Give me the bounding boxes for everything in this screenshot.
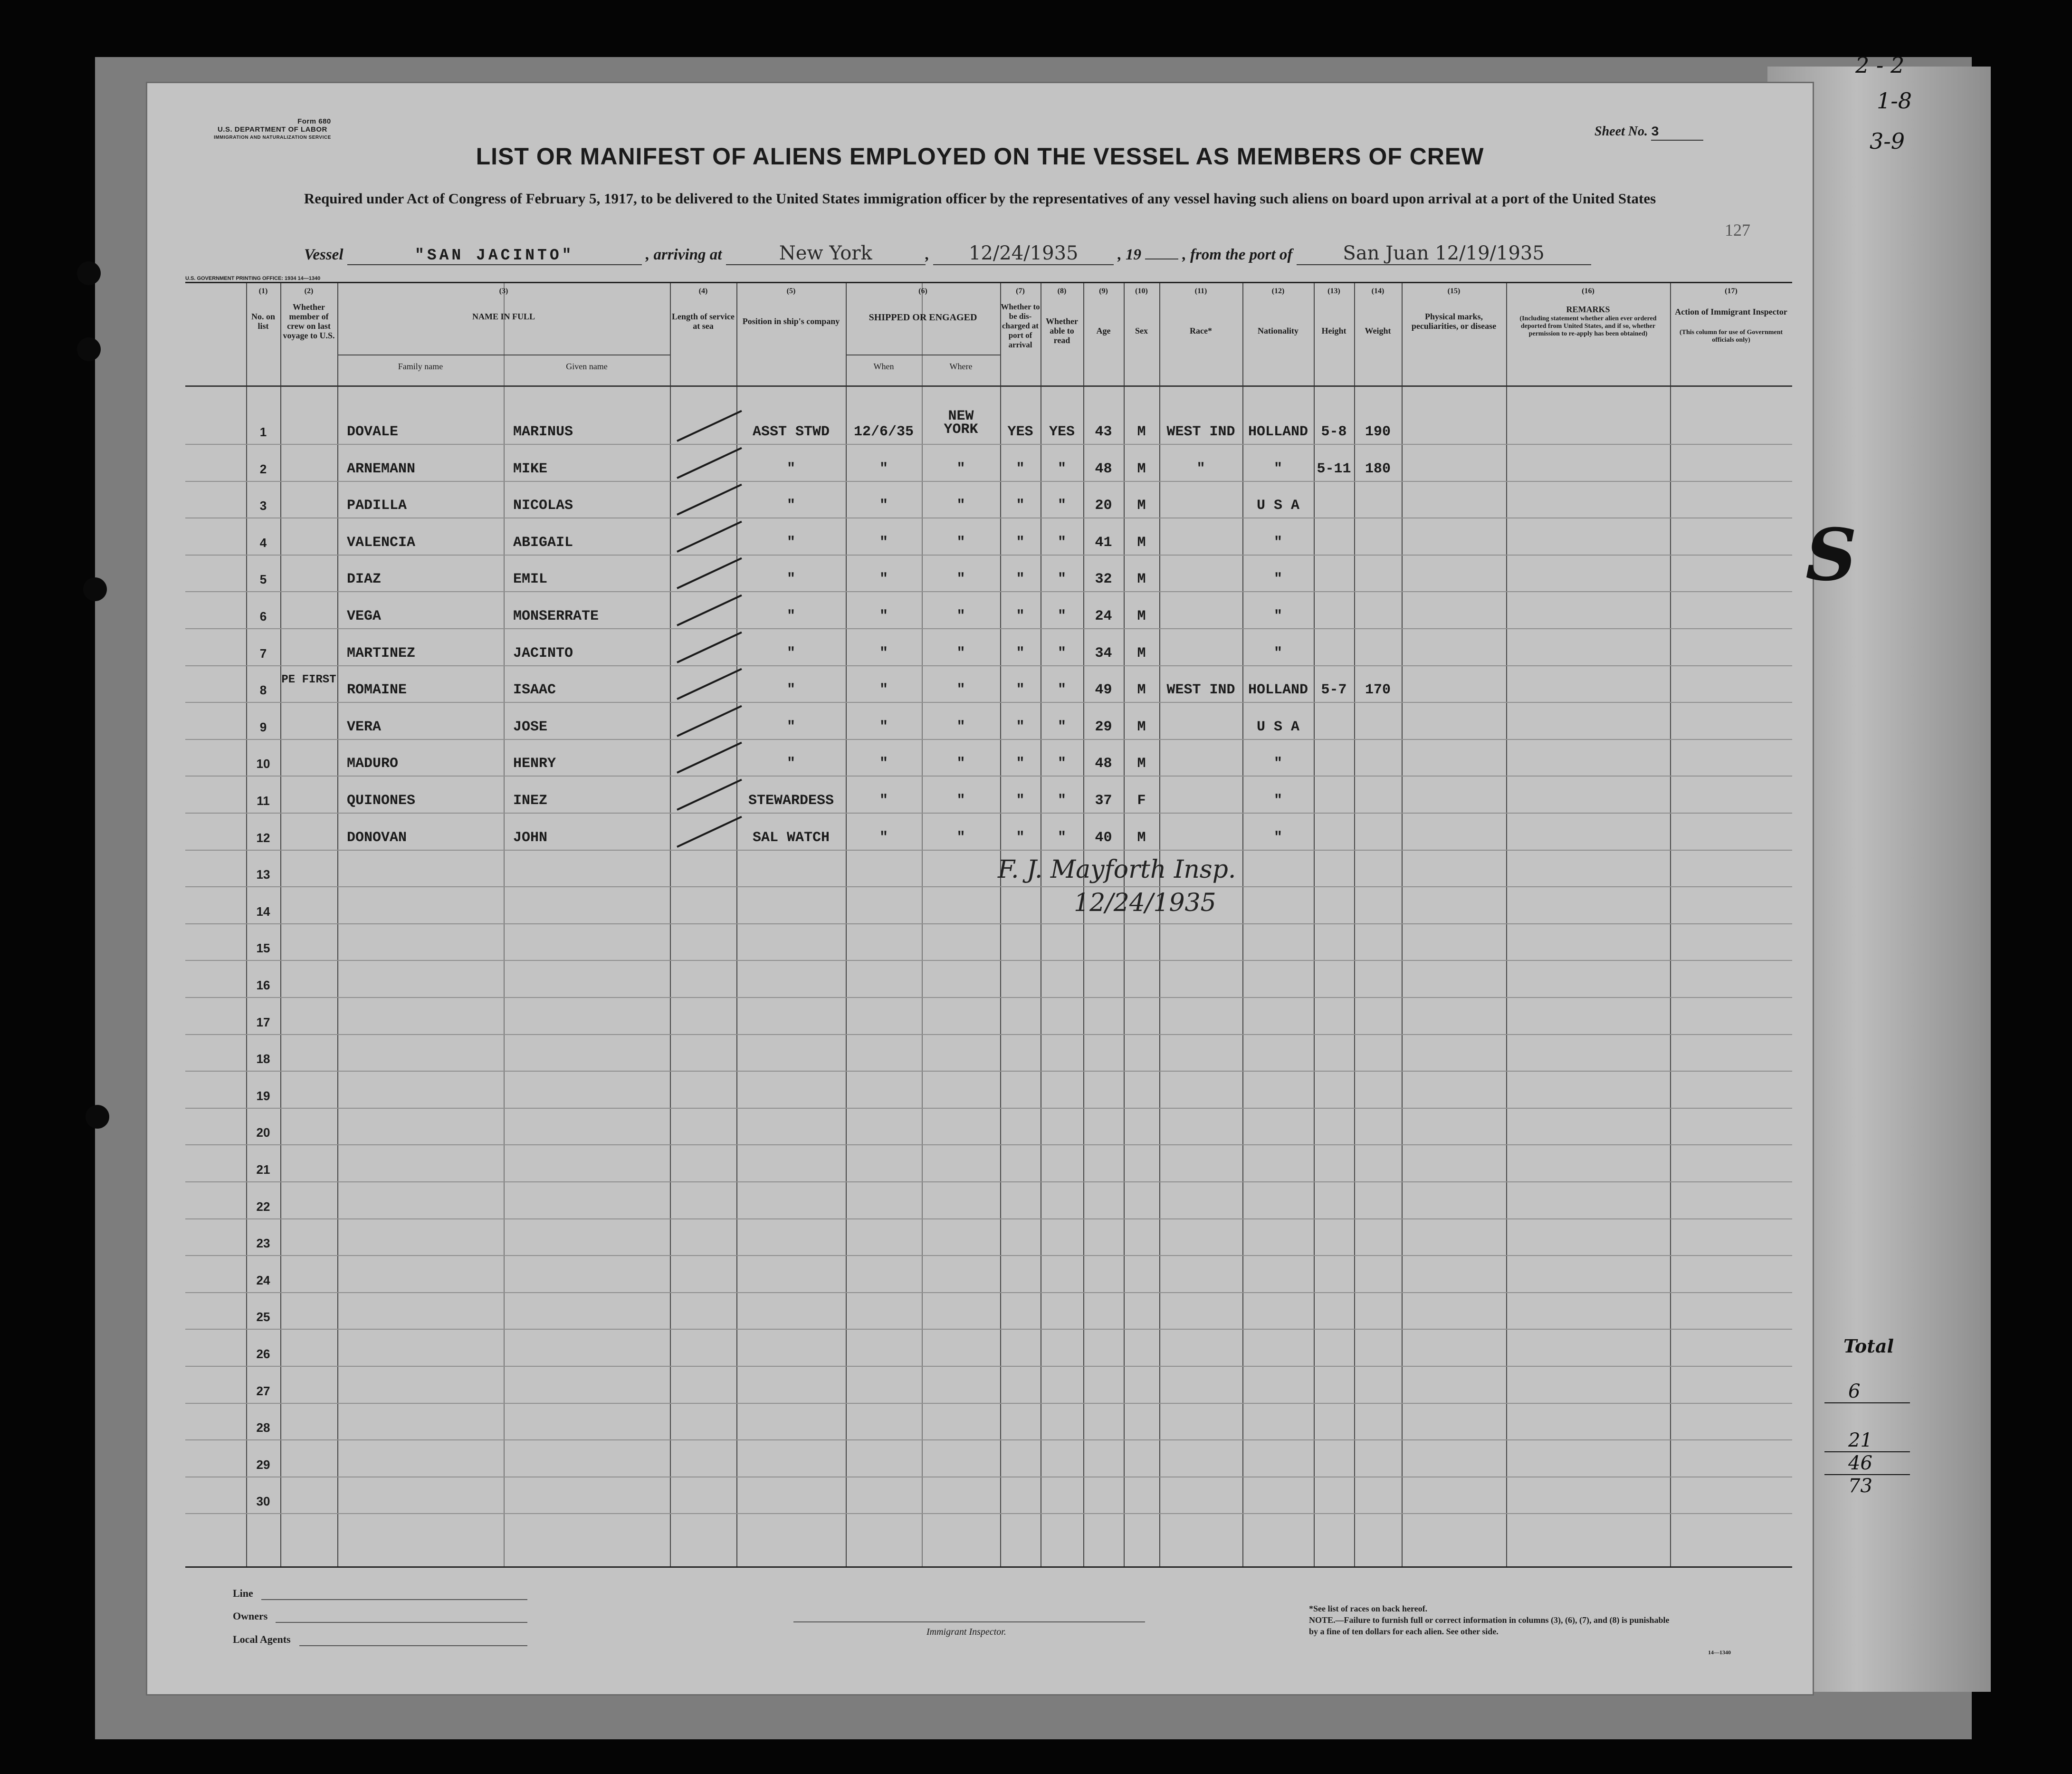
total-value: 21 [1824,1429,1910,1452]
cell-sex: M [1137,571,1146,588]
row-rule [185,1292,1792,1293]
page-subtitle: Required under Act of Congress of February 5, 1917, to be delivered to the United States immigration officer by the representatives of any vessel having such aliens on board upon arrival at a port of the United States [304,190,1656,207]
corner-mark: 2 - 2 [1855,52,1905,78]
cell-nationality: HOLLAND [1248,424,1308,440]
cell-position: ASST STWD [752,424,830,440]
cell-read: " [1057,793,1066,809]
sheet-number-field [1595,124,1703,141]
row-number: 17 [256,1015,270,1029]
row-number: 27 [256,1383,270,1398]
cell-read: " [1057,608,1066,624]
binder-hole [83,577,107,601]
cell-discharged: " [1016,829,1025,846]
cell-nationality: " [1273,645,1282,662]
vessel-label: Vessel [304,246,344,263]
cell-where: " [956,608,965,624]
service-slash-mark [677,447,742,479]
cell-discharged: " [1016,608,1025,624]
row-number: 6 [259,609,267,623]
col-head-race: Race* [1190,326,1212,336]
cell-position: STEWARDESS [748,793,834,809]
cell-discharged: " [1016,498,1025,514]
cell-given: NICOLAS [513,498,573,514]
row-number: 25 [256,1310,270,1324]
vessel-line: Vessel "SAN JACINTO" , arriving at New York , 12/24/1935 , 19 , from the port of San Juan 12/19/1935 [304,242,1591,265]
arrival-date: 12/24/1935 [933,242,1114,265]
cell-family: PADILLA [347,498,407,514]
form-code: 14—1340 [1708,1649,1731,1656]
cell-discharged: " [1016,645,1025,662]
cell-age: 24 [1095,608,1112,624]
cell-when: " [879,793,888,809]
cell-family: QUINONES [347,793,416,809]
cell-when: " [879,719,888,735]
col-line [280,283,281,1566]
col-num: (14) [1371,287,1385,295]
cell-where: " [956,645,965,662]
cell-nationality: " [1273,534,1282,551]
total-value: 6 [1824,1381,1910,1403]
binder-hole [77,337,101,361]
inspector-field [793,1621,1145,1622]
cell-when: " [879,829,888,846]
cell-age: 48 [1095,756,1112,772]
row-rule [185,1144,1792,1145]
row-rule [185,1329,1792,1330]
cell-when: " [879,571,888,588]
col-num: (15) [1447,287,1461,295]
col-num: (7) [1016,287,1025,295]
service-slash-mark [677,484,742,516]
col-line [1506,283,1507,1566]
cell-sex: M [1137,645,1146,662]
col-head-remarks: REMARKS [1566,305,1610,314]
cell-sex: F [1137,793,1146,809]
row-rule [185,1218,1792,1219]
cell-where: " [956,571,965,588]
cell-discharged: " [1016,534,1025,551]
cell-given: ISAAC [513,682,556,699]
row-rule [185,1108,1792,1109]
row-rule [185,555,1792,556]
owners-label: Owners [233,1610,268,1622]
service-slash-mark [677,815,742,847]
row-rule [185,960,1792,961]
from-port: San Juan 12/19/1935 [1297,242,1591,265]
signature-name: F. J. Mayforth Insp. [998,855,1236,884]
cell-where: " [956,829,965,846]
races-note: *See list of races on back hereof. [1309,1604,1428,1613]
row-rule [185,1403,1792,1404]
cell-given: MIKE [513,460,548,477]
cell-nationality: " [1273,608,1282,624]
cell-age: 37 [1095,793,1112,809]
cell-read: " [1057,756,1066,772]
row-number: 20 [256,1125,270,1140]
cell-read: " [1057,498,1066,514]
row-rule [185,850,1792,851]
corner-mark: 1-8 [1877,88,1912,114]
cell-given: MARINUS [513,424,573,440]
cell-position: " [786,682,795,699]
corner-mark: 3-9 [1870,128,1905,154]
service-slash-mark [677,668,742,700]
subhead-where: Where [949,362,973,371]
cell-sex: M [1137,460,1146,477]
arriving-port: New York [726,242,926,265]
cell-sex: M [1137,682,1146,699]
line-label: Line [233,1587,253,1599]
row-rule [185,923,1792,924]
col-head-sex: Sex [1135,326,1148,336]
cell-family: DIAZ [347,571,382,588]
col-line [670,283,671,1566]
row-number: 12 [256,830,270,845]
cell-discharged: " [1016,571,1025,588]
cell-height: 5-8 [1321,424,1347,440]
cell-given: INEZ [513,793,548,809]
row-number: 14 [256,904,270,919]
cell-family: ROMAINE [347,682,407,699]
subhead-family: Family name [398,362,443,371]
col-head-no: No. on list [251,312,275,331]
row-rule [185,665,1792,666]
cell-where: " [956,793,965,809]
cell-read: " [1057,645,1066,662]
row-number: 8 [259,683,267,698]
row-number: 1 [259,425,267,439]
row-number: 9 [259,719,267,734]
from-label: , from the port of [1182,246,1293,263]
cell-height: 5-11 [1317,460,1351,477]
cell-sex: M [1137,534,1146,551]
cell-read: " [1057,682,1066,699]
arriving-label: , arriving at [646,246,722,263]
cell-where: " [956,460,965,477]
col-line [1402,283,1403,1566]
cell-nationality: HOLLAND [1248,682,1308,699]
cell-race: " [1196,460,1205,477]
cell-nationality: " [1273,756,1282,772]
binder-hole [77,261,101,285]
row-rule [185,1181,1792,1182]
cell-where: " [956,682,965,699]
col-num: (9) [1099,287,1108,295]
col-num: (4) [698,287,708,295]
cell-family: VALENCIA [347,534,416,551]
agents-field [299,1645,527,1646]
cell-when: " [879,460,888,477]
col-num: (11) [1194,287,1207,295]
row-number: 28 [256,1420,270,1435]
cell-nationality: " [1273,460,1282,477]
row-number: 21 [256,1162,270,1177]
total-value: 73 [1848,1475,1872,1497]
cell-discharged: " [1016,460,1025,477]
row-number: 15 [256,941,270,956]
row-rule [185,1071,1792,1072]
cell-given: EMIL [513,571,548,588]
cell-discharged: YES [1007,424,1033,440]
cell-sex: M [1137,719,1146,735]
cell-position: " [786,608,795,624]
cell-family: DOVALE [347,424,399,440]
cell-given: JOHN [513,829,548,846]
row-rule [185,591,1792,592]
cell-nationality: " [1273,829,1282,846]
cell-given: JOSE [513,719,548,735]
row-number: 18 [256,1052,270,1066]
row-rule [185,628,1792,629]
cell-position: " [786,498,795,514]
total-label: Total [1843,1335,1894,1357]
row-number: 23 [256,1236,270,1251]
department: U.S. DEPARTMENT OF LABOR [217,125,327,134]
row-rule [185,776,1792,777]
cell-age: 41 [1095,534,1112,551]
cell-when: " [879,682,888,699]
total-value: 46 [1824,1452,1910,1475]
row-number: 24 [256,1273,270,1287]
service-slash-mark [677,705,742,737]
cell-position: SAL WATCH [752,829,830,846]
row-rule [185,1439,1792,1440]
row-number: 3 [259,499,267,513]
cell-where: " [956,719,965,735]
cell-family: MARTINEZ [347,645,416,662]
cell-sex: M [1137,756,1146,772]
cell-family: ARNEMANN [347,460,416,477]
form-number: Form 680 [297,117,331,125]
cell-when: 12/6/35 [853,424,914,440]
col-num: (16) [1582,287,1595,295]
inspector-label: Immigrant Inspector. [926,1627,1006,1637]
row-number: 19 [256,1088,270,1103]
cell-age: 48 [1095,460,1112,477]
cell-height: 5-7 [1321,682,1347,699]
inspector-note: (This column for use of Government officials only) [1679,329,1783,344]
col-head-shipped: SHIPPED OR ENGAGED [869,312,977,323]
col-num: (5) [786,287,796,295]
cell-weight: 180 [1365,460,1391,477]
cell-race: WEST IND [1166,424,1235,440]
service-slash-mark [677,595,742,626]
cell-where: NEW YORK [944,408,978,438]
col-head-service: Length of service at sea [672,312,735,331]
row-number: 4 [259,535,267,550]
page-title: LIST OR MANIFEST OF ALIENS EMPLOYED ON THE VESSEL AS MEMBERS OF CREW [476,143,1484,170]
col-num: (6) [918,287,927,295]
cell-read: " [1057,460,1066,477]
totals [1824,1335,1910,1497]
col-line [337,283,338,1566]
cell-position: " [786,460,795,477]
cell-discharged: " [1016,756,1025,772]
cell-position: " [786,645,795,662]
cell-age: 40 [1095,829,1112,846]
cell-weight: 170 [1365,682,1391,699]
cell-family: MADURO [347,756,399,772]
cell-position: " [786,571,795,588]
form-header [214,117,331,142]
side-mark: S [1805,513,1857,597]
gov-print-note: U.S. GOVERNMENT PRINTING OFFICE: 1934 14—1340 [185,276,321,281]
col-num: (12) [1271,287,1285,295]
row-rule [185,1366,1792,1367]
cell-family: DONOVAN [347,829,407,846]
remarks-note: (Including statement whether alien ever ordered deported from United States, and if so, whether permission to re-apply has been obtained) [1519,315,1657,337]
row-rule [185,1513,1792,1514]
cell-age: 49 [1095,682,1112,699]
cell-age: 32 [1095,571,1112,588]
col-num: (17) [1725,287,1738,295]
cell-read: " [1057,534,1066,551]
service: IMMIGRATION AND NATURALIZATION SERVICE [214,135,331,140]
col-head-name: NAME IN FULL [472,312,535,321]
binder-hole [86,1105,109,1129]
row-number: 7 [259,646,267,661]
col-head-age: Age [1096,326,1111,336]
cell-read: " [1057,719,1066,735]
manifest-sheet [147,83,1813,1694]
col-num: (2) [304,287,314,295]
cell-when: " [879,498,888,514]
row-number: 16 [256,978,270,992]
service-slash-mark [677,631,742,663]
col-head-physical: Physical marks, peculiarities, or disease [1411,312,1497,331]
cell-when: " [879,608,888,624]
cell-nationality: U S A [1256,719,1299,735]
row-rule [185,1034,1792,1035]
cell-position: " [786,756,795,772]
header-bottom-rule [185,385,1792,387]
col-head-discharged: Whether to be dis-charged at port of arrival [1001,302,1040,349]
sheet-number: 3 [1651,125,1703,141]
service-slash-mark [677,779,742,811]
cell-sex: M [1137,829,1146,846]
cell-family: VERA [347,719,382,735]
cell-age: 20 [1095,498,1112,514]
service-slash-mark [677,410,742,442]
row-rule [185,702,1792,703]
cell-discharged: " [1016,682,1025,699]
row-number: 29 [256,1457,270,1472]
col-num: (3) [499,287,508,295]
stamp-number: 127 [1725,221,1750,240]
col-num: (1) [258,287,268,295]
cell-position: " [786,534,795,551]
col-head-read: Whether able to read [1046,316,1078,345]
row-number: 5 [259,572,267,587]
cell-where: " [956,498,965,514]
service-slash-mark [677,557,742,589]
row-rule [185,1255,1792,1256]
cell-position: " [786,719,795,735]
col-head-position: Position in ship's company [742,316,840,326]
vessel-name: "SAN JACINTO" [347,247,642,265]
cell-read: YES [1049,424,1075,440]
cell-given: HENRY [513,756,556,772]
cell-nationality: U S A [1256,498,1299,514]
col-head-height: Height [1321,326,1346,336]
row-number: 22 [256,1199,270,1214]
service-slash-mark [677,742,742,774]
cell-read: " [1057,571,1066,588]
col-num: (8) [1057,287,1067,295]
service-slash-mark [677,521,742,553]
crew-table [185,282,1792,1568]
cell-when: " [879,645,888,662]
row-number: 13 [256,867,270,882]
col-head-inspector: Action of Immigrant Inspector [1675,307,1787,316]
cell-weight: 190 [1365,424,1391,440]
col-head-weight: Weight [1365,326,1391,336]
row-rule [185,739,1792,740]
cell-nationality: " [1273,571,1282,588]
owners-field [276,1622,527,1623]
signature-date: 12/24/1935 [1074,889,1216,917]
row-number: 26 [256,1347,270,1361]
subhead-given: Given name [566,362,608,371]
cell-where: " [956,534,965,551]
col-head-member: Whether member of crew on last voyage to U.S. [283,302,335,340]
sheet-label: Sheet No. [1595,124,1648,139]
col-line [504,283,505,1566]
cell-family: VEGA [347,608,382,624]
penalty-note: NOTE.—Failure to furnish full or correct information in columns (3), (6), (7), and (8) is punishable by a fine of ten dollars for each alien. See other side. [1309,1615,1670,1636]
row-rule [185,886,1792,887]
cell-age: 43 [1095,424,1112,440]
cell-given: JACINTO [513,645,573,662]
row-rule [185,813,1792,814]
row-number: 11 [257,794,270,808]
col-head-nationality: Nationality [1257,326,1299,336]
cell-age: 34 [1095,645,1112,662]
cell-given: ABIGAIL [513,534,573,551]
row-rule [185,997,1792,998]
cell-when: " [879,756,888,772]
cell-nationality: " [1273,793,1282,809]
row-rule [185,444,1792,445]
cell-sex: M [1137,498,1146,514]
row-number: 30 [256,1494,270,1509]
cell-read: " [1057,829,1066,846]
subhead-when: When [873,362,894,371]
cell-when: " [879,534,888,551]
cell-given: MONSERRATE [513,608,599,624]
inspector-signature [998,853,1236,920]
cell-race: WEST IND [1166,682,1235,699]
cell-discharged: " [1016,793,1025,809]
cell-member: PE FIRST [281,673,336,687]
cell-sex: M [1137,424,1146,440]
row-rule [185,481,1792,482]
year-label: , 19 [1117,246,1141,263]
line-field [261,1599,527,1600]
row-number: 2 [259,461,267,476]
cell-sex: M [1137,608,1146,624]
col-num: (13) [1327,287,1340,295]
col-line [1670,283,1671,1566]
row-number: 10 [256,757,270,771]
agents-label: Local Agents [233,1633,291,1645]
cell-discharged: " [1016,719,1025,735]
cell-age: 29 [1095,719,1112,735]
col-num: (10) [1135,287,1148,295]
cell-where: " [956,756,965,772]
